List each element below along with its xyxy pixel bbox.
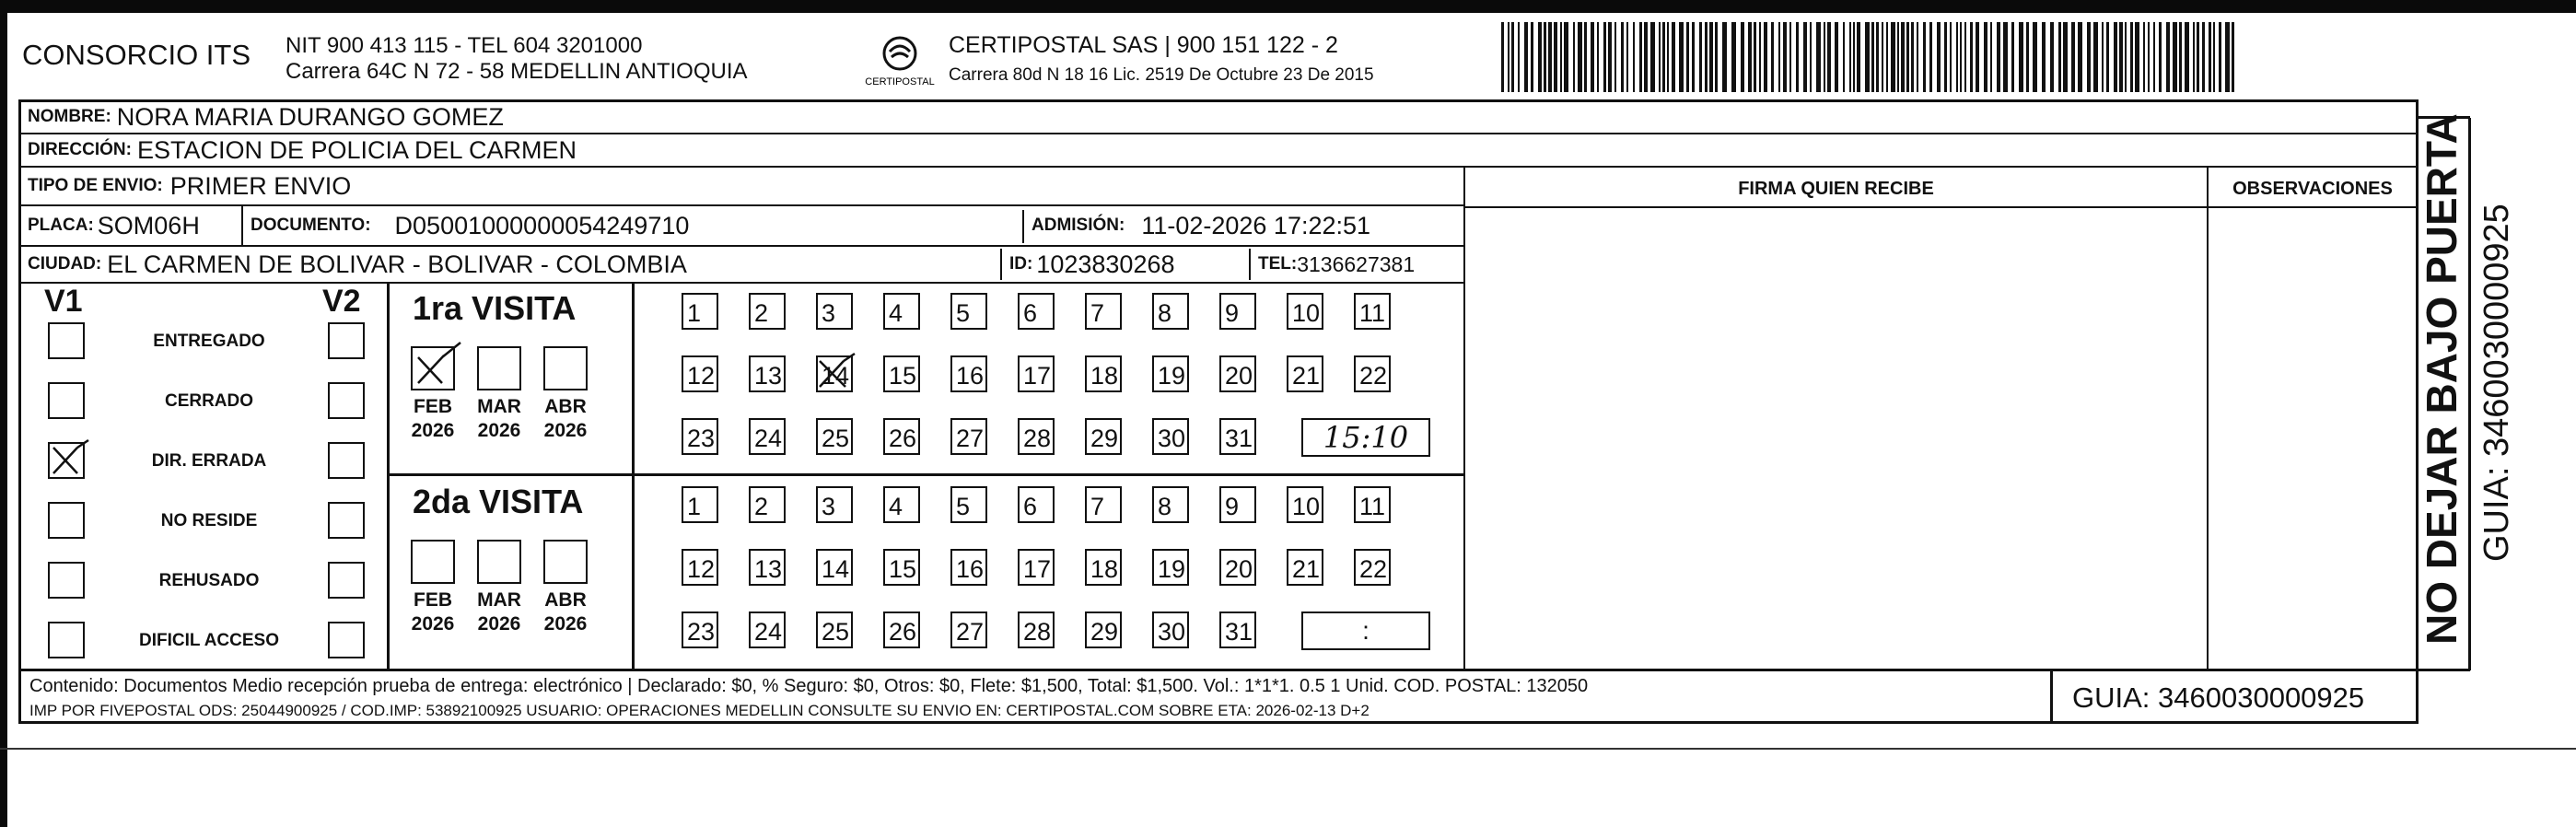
documento-value: D05001000000054249710: [394, 211, 690, 239]
firma-header: FIRMA QUIEN RECIBE: [1738, 179, 1934, 199]
first-visit-day-19[interactable]: 19: [1152, 355, 1189, 392]
second-visit-day-29[interactable]: 29: [1085, 612, 1122, 648]
v1-checkbox-no-reside[interactable]: [48, 502, 85, 539]
second-visit-day-9[interactable]: 9: [1219, 486, 1256, 523]
id-cell: [1002, 247, 1243, 282]
v2-checkbox-cerrado[interactable]: [328, 382, 365, 419]
ciudad-value: EL CARMEN DE BOLIVAR - BOLIVAR - COLOMBIA: [107, 250, 687, 278]
second-visit-year-abr: 2026: [543, 613, 588, 635]
status-label-cerrado: CERRADO: [164, 391, 254, 411]
first-visit-day-1[interactable]: 1: [682, 293, 718, 330]
second-visit-month-feb: FEB: [414, 589, 452, 611]
nombre-row: [20, 101, 2415, 133]
tel-value: 3136627381: [1297, 251, 1416, 276]
first-visit-day-4[interactable]: 4: [883, 293, 920, 330]
status-label-entregado: ENTREGADO: [153, 332, 265, 351]
second-visit-time[interactable]: :: [1301, 612, 1430, 650]
observaciones-area[interactable]: [2209, 208, 2417, 669]
second-visit-day-10[interactable]: 10: [1287, 486, 1323, 523]
v2-checkbox-entregado[interactable]: [328, 322, 365, 359]
first-visit-day-27[interactable]: 27: [950, 418, 987, 455]
side-guia: GUIA: 3460030000925: [2477, 204, 2516, 562]
second-visit-month-mar: MAR: [477, 589, 521, 611]
second-visit-day-13[interactable]: 13: [749, 549, 786, 586]
second-visit-day-8[interactable]: 8: [1152, 486, 1189, 523]
direccion-label: DIRECCIÓN:: [28, 140, 132, 159]
first-visit-day-10[interactable]: 10: [1287, 293, 1323, 330]
footer-content-line: Contenido: Documentos Medio recepción prueba de entrega: electrónico | Declarado: $0, % Seguro: $0, Otros: $0, Flete: $1,500, Total: $1,500. Vol.: 1*1*1. 0.5 1 Unid. COD. POSTAL: 132050: [29, 676, 1589, 696]
second-visit-day-31[interactable]: 31: [1219, 612, 1256, 648]
status-label-dir-errada: DIR. ERRADA: [151, 451, 267, 471]
v2-checkbox-dificil-acceso[interactable]: [328, 622, 365, 658]
v1-checkbox-dir-errada[interactable]: [48, 442, 85, 479]
v2-header: V2: [322, 284, 361, 319]
tipo-label: TIPO DE ENVIO:: [28, 176, 163, 195]
second-visit-day-12[interactable]: 12: [682, 549, 718, 586]
second-visit-day-5[interactable]: 5: [950, 486, 987, 523]
first-visit-day-14[interactable]: 14: [816, 355, 853, 392]
second-visit-day-22[interactable]: 22: [1354, 549, 1391, 586]
first-visit-day-26[interactable]: 26: [883, 418, 920, 455]
first-visit-day-18[interactable]: 18: [1085, 355, 1122, 392]
second-visit-day-15[interactable]: 15: [883, 549, 920, 586]
first-visit-day-2[interactable]: 2: [749, 293, 786, 330]
first-visit-day-23[interactable]: 23: [682, 418, 718, 455]
first-visit-year-mar: 2026: [477, 420, 521, 441]
first-visit-day-20[interactable]: 20: [1219, 355, 1256, 392]
first-visit-day-8[interactable]: 8: [1152, 293, 1189, 330]
second-visit-day-28[interactable]: 28: [1018, 612, 1055, 648]
second-visit-day-21[interactable]: 21: [1287, 549, 1323, 586]
first-visit-day-5[interactable]: 5: [950, 293, 987, 330]
tel-label: TEL:: [1258, 254, 1298, 274]
first-visit-month-box-abr[interactable]: [543, 346, 588, 390]
first-visit-year-feb: 2026: [411, 420, 455, 441]
first-visit-day-6[interactable]: 6: [1018, 293, 1055, 330]
second-visit-title: 2da VISITA: [413, 483, 584, 520]
v1-header: V1: [44, 284, 83, 319]
footer-print-line: IMP POR FIVEPOSTAL ODS: 25044900925 / COD.IMP: 53892100925 USUARIO: OPERACIONES MEDELLIN CONSULTE SU ENVIO EN: CERTIPOSTAL.COM SOBRE ETA: 2026-02-13 D+2: [29, 702, 1370, 719]
first-visit-day-22[interactable]: 22: [1354, 355, 1391, 392]
nombre-value: NORA MARIA DURANGO GOMEZ: [116, 102, 504, 131]
first-visit-day-31[interactable]: 31: [1219, 418, 1256, 455]
company-name: CONSORCIO ITS: [22, 39, 251, 71]
v1-checkbox-rehusado[interactable]: [48, 562, 85, 599]
second-visit-day-2[interactable]: 2: [749, 486, 786, 523]
admision-value: 11-02-2026 17:22:51: [1141, 211, 1371, 239]
tel-cell: [1251, 247, 1462, 282]
v1-checkbox-dificil-acceso[interactable]: [48, 622, 85, 658]
second-visit-day-26[interactable]: 26: [883, 612, 920, 648]
first-visit-day-21[interactable]: 21: [1287, 355, 1323, 392]
second-visit-month-box-abr[interactable]: [543, 540, 588, 584]
second-visit-day-7[interactable]: 7: [1085, 486, 1122, 523]
first-visit-day-9[interactable]: 9: [1219, 293, 1256, 330]
placa-value: SOM06H: [97, 211, 200, 239]
nombre-label: NOMBRE:: [28, 107, 111, 126]
second-visit-year-feb: 2026: [411, 613, 455, 635]
barcode: [1501, 22, 2236, 92]
v2-checkbox-rehusado[interactable]: [328, 562, 365, 599]
second-visit-day-11[interactable]: 11: [1354, 486, 1391, 523]
company-nit: NIT 900 413 115 - TEL 604 3201000: [286, 33, 643, 58]
v2-checkbox-dir-errada[interactable]: [328, 442, 365, 479]
logo-wordmark: CERTIPOSTAL: [865, 76, 935, 87]
tipo-value: PRIMER ENVIO: [169, 171, 352, 200]
first-visit-month-feb: FEB: [414, 396, 452, 417]
second-visit-day-27[interactable]: 27: [950, 612, 987, 648]
second-visit-day-1[interactable]: 1: [682, 486, 718, 523]
ciudad-cell: [20, 247, 997, 282]
second-visit-day-30[interactable]: 30: [1152, 612, 1189, 648]
first-visit-day-30[interactable]: 30: [1152, 418, 1189, 455]
first-visit-day-12[interactable]: 12: [682, 355, 718, 392]
footer-guia: GUIA: 3460030000925: [2072, 681, 2365, 714]
status-label-rehusado: REHUSADO: [158, 571, 260, 590]
first-visit-day-16[interactable]: 16: [950, 355, 987, 392]
first-visit-title: 1ra VISITA: [413, 289, 577, 327]
second-visit-day-18[interactable]: 18: [1085, 549, 1122, 586]
v2-checkbox-no-reside[interactable]: [328, 502, 365, 539]
second-visit-year-mar: 2026: [477, 613, 521, 635]
first-visit-time[interactable]: 15:10: [1301, 418, 1430, 457]
first-visit-day-17[interactable]: 17: [1018, 355, 1055, 392]
first-visit-day-15[interactable]: 15: [883, 355, 920, 392]
id-label: ID:: [1009, 254, 1033, 274]
scan-left-edge: [0, 13, 7, 827]
first-visit-day-25[interactable]: 25: [816, 418, 853, 455]
side-warning: NO DEJAR BAJO PUERTA: [2418, 113, 2465, 645]
admision-label: ADMISIÓN:: [1032, 215, 1125, 235]
second-visit-month-box-feb[interactable]: [411, 540, 455, 584]
second-visit-month-box-mar[interactable]: [477, 540, 521, 584]
second-visit-day-4[interactable]: 4: [883, 486, 920, 523]
first-visit-day-13[interactable]: 13: [749, 355, 786, 392]
second-visit-day-6[interactable]: 6: [1018, 486, 1055, 523]
placa-cell: [20, 206, 241, 245]
documento-cell: [243, 206, 1019, 245]
first-visit-day-29[interactable]: 29: [1085, 418, 1122, 455]
id-value: 1023830268: [1036, 250, 1175, 278]
status-label-dificil-acceso: DIFICIL ACCESO: [138, 631, 279, 650]
second-visit-day-23[interactable]: 23: [682, 612, 718, 648]
second-visit-day-19[interactable]: 19: [1152, 549, 1189, 586]
certipostal-logo: [840, 31, 960, 96]
ciudad-label: CIUDAD:: [28, 254, 102, 274]
second-visit-day-16[interactable]: 16: [950, 549, 987, 586]
v1-checkbox-cerrado[interactable]: [48, 382, 85, 419]
first-visit-day-24[interactable]: 24: [749, 418, 786, 455]
first-visit-day-7[interactable]: 7: [1085, 293, 1122, 330]
status-label-no-reside: NO RESIDE: [160, 511, 258, 530]
scan-top-edge: [0, 0, 2576, 13]
observaciones-header: OBSERVACIONES: [2232, 179, 2393, 199]
first-visit-year-abr: 2026: [543, 420, 588, 441]
first-visit-month-box-feb[interactable]: [411, 346, 455, 390]
tipo-envio-row: [20, 168, 1462, 204]
second-visit-day-3[interactable]: 3: [816, 486, 853, 523]
first-visit-month-abr: ABR: [544, 396, 587, 417]
second-visit-day-14[interactable]: 14: [816, 549, 853, 586]
second-visit-day-24[interactable]: 24: [749, 612, 786, 648]
company-address: Carrera 64C N 72 - 58 MEDELLIN ANTIOQUIA: [286, 59, 748, 84]
direccion-value: ESTACION DE POLICIA DEL CARMEN: [136, 135, 577, 164]
placa-label: PLACA:: [28, 215, 94, 235]
direccion-row: [20, 134, 2415, 166]
first-visit-day-3[interactable]: 3: [816, 293, 853, 330]
firma-area[interactable]: [1465, 208, 2207, 669]
second-visit-day-20[interactable]: 20: [1219, 549, 1256, 586]
courier-name: CERTIPOSTAL SAS | 900 151 122 - 2: [949, 32, 1338, 58]
second-visit-day-25[interactable]: 25: [816, 612, 853, 648]
first-visit-day-11[interactable]: 11: [1354, 293, 1391, 330]
documento-label: DOCUMENTO:: [251, 215, 371, 235]
admision-cell: [1024, 206, 1462, 245]
first-visit-day-28[interactable]: 28: [1018, 418, 1055, 455]
v1-checkbox-entregado[interactable]: [48, 322, 85, 359]
first-visit-month-mar: MAR: [477, 396, 521, 417]
courier-address: Carrera 80d N 18 16 Lic. 2519 De Octubre 23 De 2015: [949, 65, 1374, 85]
second-visit-day-17[interactable]: 17: [1018, 549, 1055, 586]
second-visit-month-abr: ABR: [544, 589, 587, 611]
first-visit-month-box-mar[interactable]: [477, 346, 521, 390]
